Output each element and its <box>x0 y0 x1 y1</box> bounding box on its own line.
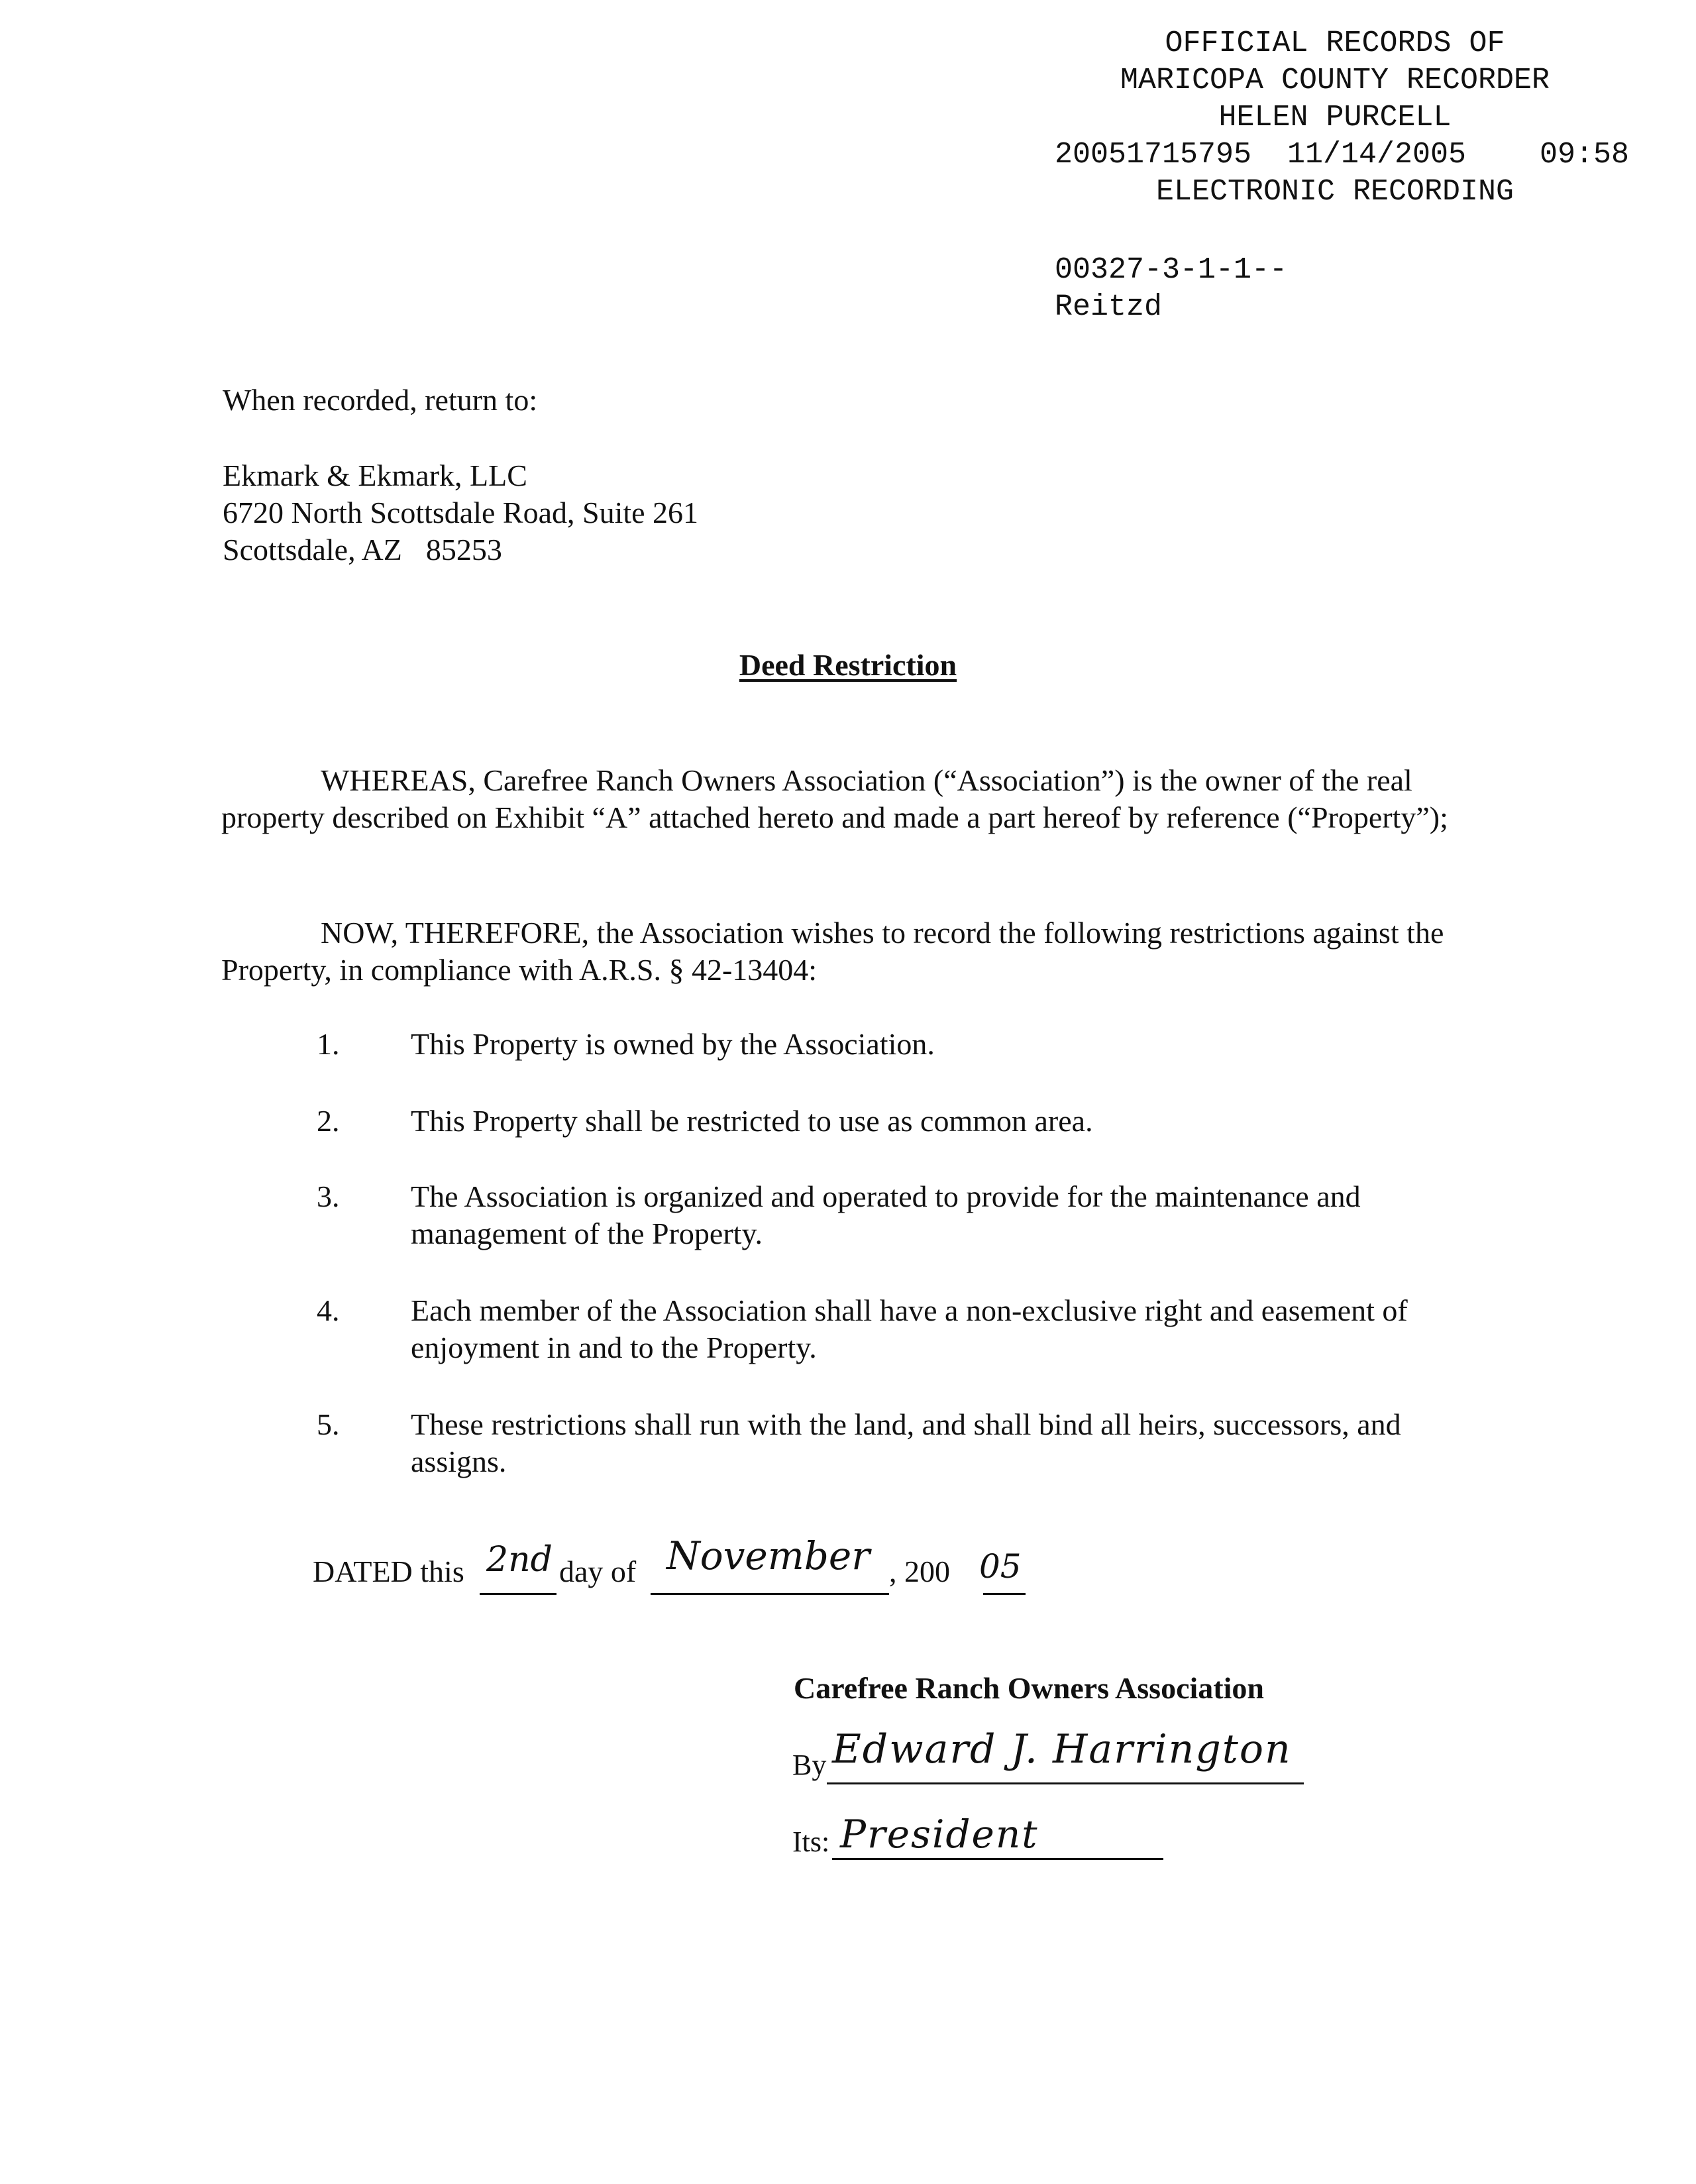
restriction-number: 1. <box>317 1027 340 1061</box>
recorder-doc-number: 20051715795 <box>1055 138 1252 172</box>
dated-year-prefix: , 200 <box>889 1555 950 1588</box>
restriction-text: This Property shall be restricted to use as common area. <box>411 1104 1093 1138</box>
recorder-code: 00327-3-1-1-- <box>1055 253 1288 287</box>
day-underline <box>480 1593 556 1595</box>
return-to-zip: 85253 <box>425 533 502 567</box>
restriction-text: This Property is owned by the Association. <box>411 1027 935 1061</box>
recorder-time: 09:58 <box>1540 138 1630 172</box>
recorder-name: HELEN PURCELL <box>1218 101 1452 135</box>
dated-month-handwritten: November <box>666 1533 870 1578</box>
recorder-line-1: OFFICIAL RECORDS OF <box>1165 27 1505 60</box>
dated-prefix: DATED this <box>313 1555 464 1588</box>
return-to-name: Ekmark & Ekmark, LLC <box>223 459 527 492</box>
signature-org: Carefree Ranch Owners Association <box>794 1671 1264 1705</box>
signer-title-handwritten: President <box>840 1812 1039 1857</box>
dated-mid: day of <box>559 1555 637 1588</box>
year-underline <box>983 1593 1026 1595</box>
restriction-text: These restrictions shall run with the land, and shall bind all heirs, successors, and assigns. <box>411 1407 1401 1478</box>
by-label: By <box>792 1749 827 1781</box>
restriction-text: The Association is organized and operated to provide for the maintenance and management of the Property. <box>411 1179 1361 1250</box>
return-to-city-line <box>223 531 502 569</box>
recorder-line-2: MARICOPA COUNTY RECORDER <box>1120 64 1550 97</box>
now-therefore-paragraph: NOW, THEREFORE, the Association wishes to record the following restrictions against the Property, in compliance with A.R.S. § 42-13404: <box>221 916 1444 987</box>
return-to-city: Scottsdale, AZ <box>223 533 402 567</box>
its-label: Its: <box>792 1826 830 1858</box>
restriction-number: 5. <box>317 1407 340 1441</box>
dated-year-handwritten: 05 <box>979 1547 1022 1586</box>
recorder-clerk: Reitzd <box>1055 290 1163 324</box>
whereas-paragraph: WHEREAS, Carefree Ranch Owners Association (“Association”) is the owner of the real property described on Exhibit “A” attached hereto and made a part hereof by reference (“Property”); <box>221 763 1448 834</box>
title-line <box>832 1858 1163 1860</box>
recorder-line-5: ELECTRONIC RECORDING <box>1155 175 1514 209</box>
return-to-street: 6720 North Scottsdale Road, Suite 261 <box>223 496 699 529</box>
restriction-text: Each member of the Association shall have a non-exclusive right and easement of enjoyment in and to the Property. <box>411 1293 1408 1364</box>
document-title: Deed Restriction <box>739 648 957 682</box>
return-to-label: When recorded, return to: <box>223 383 538 417</box>
signature-line <box>827 1782 1304 1784</box>
dated-day-handwritten: 2nd <box>486 1540 553 1580</box>
signer-signature-handwritten: Edward J. Harrington <box>832 1726 1292 1773</box>
restriction-number: 3. <box>317 1179 340 1213</box>
restriction-number: 4. <box>317 1293 340 1327</box>
restriction-number: 2. <box>317 1104 340 1138</box>
recorder-date: 11/14/2005 <box>1287 138 1467 172</box>
month-underline <box>651 1593 889 1595</box>
